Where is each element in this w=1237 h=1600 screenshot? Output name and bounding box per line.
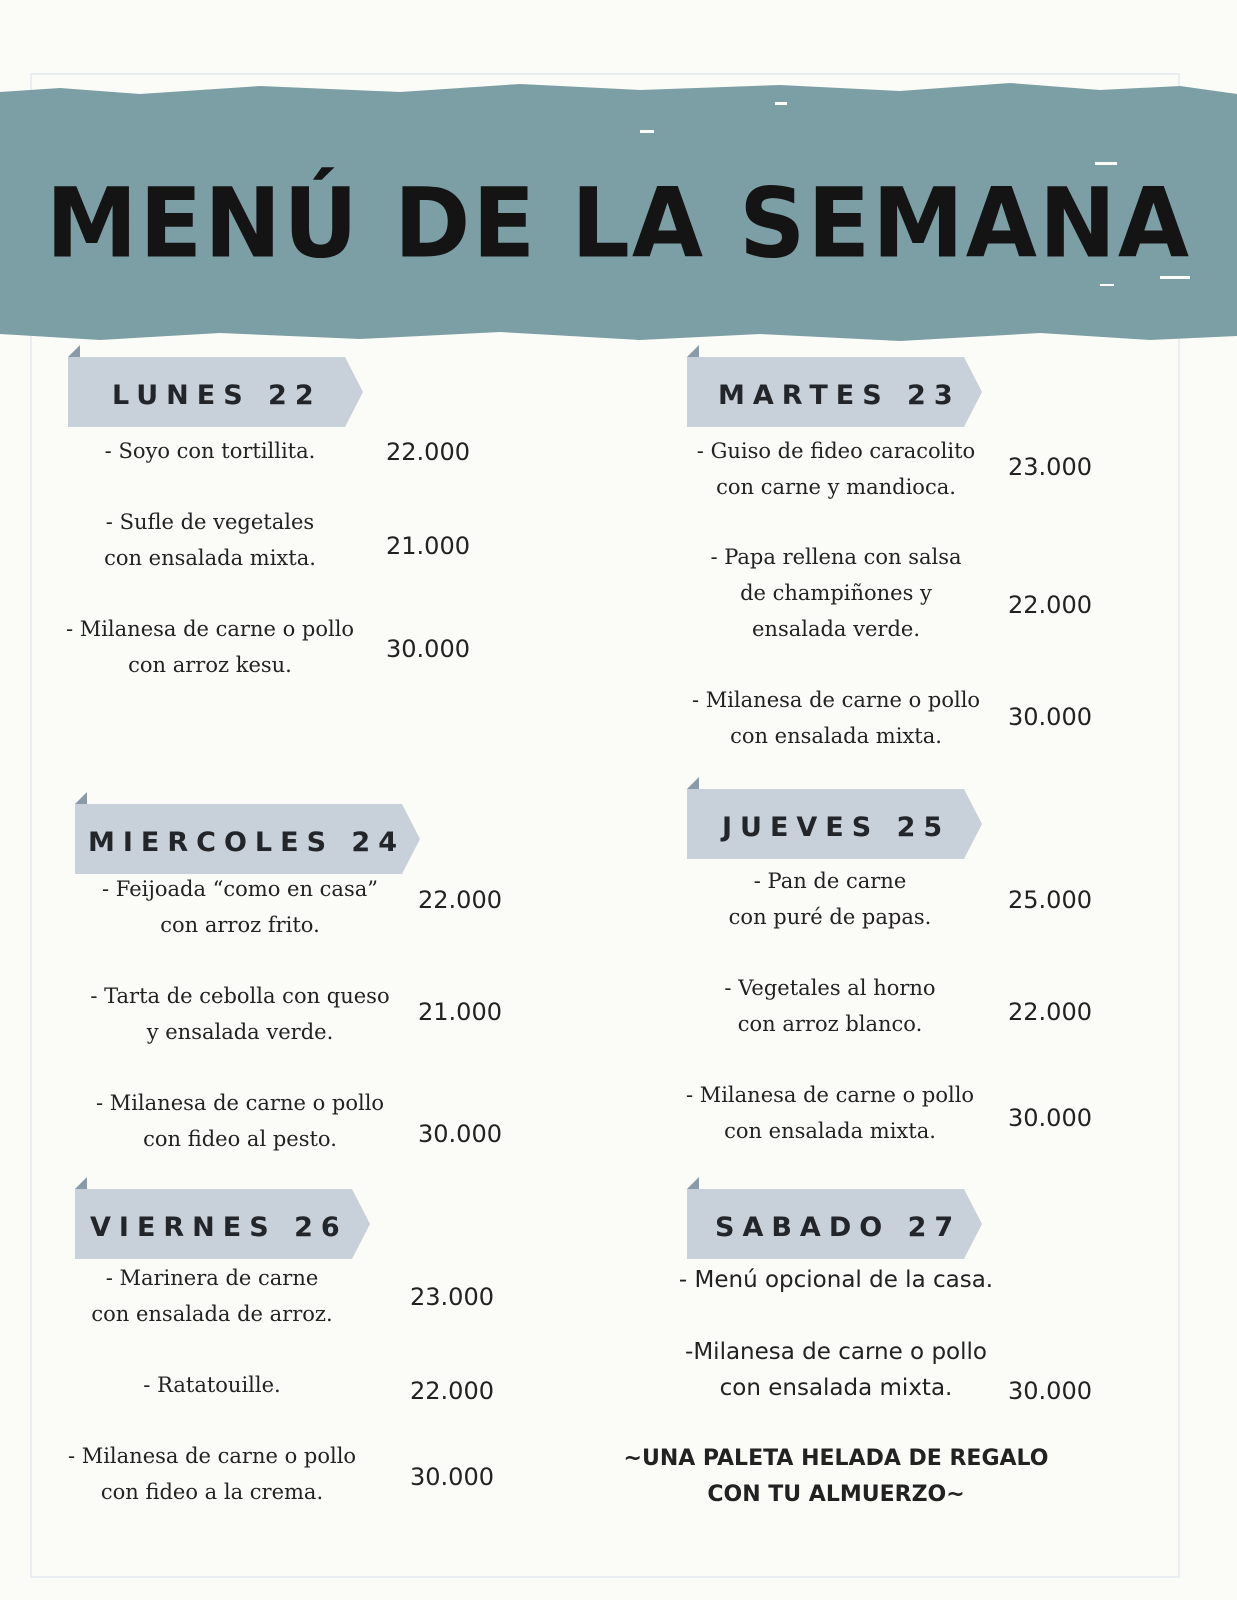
- menu-item-line: - Milanesa de carne o pollo: [691, 688, 981, 712]
- menu-item-line: - Feijoada “como en casa”: [102, 877, 378, 901]
- menu-item-line: - Marinera de carne: [105, 1266, 319, 1290]
- menu-item-line: - Milanesa de carne o pollo: [65, 617, 355, 641]
- menu-item-price: 30.000: [1008, 703, 1092, 731]
- menu-item-line: -Milanesa de carne o pollo: [685, 1339, 987, 1365]
- menu-item-line: con ensalada mixta.: [104, 546, 316, 570]
- menu-item: [40, 978, 440, 1050]
- promo-note: [576, 1441, 1096, 1513]
- menu-item-line: - Menú opcional de la casa.: [678, 1267, 994, 1293]
- menu-item-line: con fideo al pesto.: [143, 1127, 337, 1151]
- menu-item: [630, 1077, 1030, 1149]
- menu-item-line: con ensalada de arroz.: [91, 1302, 333, 1326]
- menu-item-price: 23.000: [410, 1283, 494, 1311]
- menu-item-price: 22.000: [418, 886, 502, 914]
- day-ribbon-viernes-26: [75, 1177, 370, 1249]
- day-label: SABADO 27: [715, 1212, 962, 1243]
- menu-item-price: 30.000: [386, 635, 470, 663]
- menu-item-line: - Ratatouille.: [143, 1373, 281, 1397]
- menu-item: [10, 433, 410, 469]
- menu-item: [40, 1085, 440, 1157]
- menu-item-line: y ensalada verde.: [146, 1020, 334, 1044]
- menu-item-line: con puré de papas.: [728, 905, 932, 929]
- menu-item: [10, 504, 410, 576]
- menu-item-line: - Milanesa de carne o pollo: [67, 1444, 357, 1468]
- menu-item-line: - Tarta de cebolla con queso: [90, 984, 390, 1008]
- menu-item-line: - Milanesa de carne o pollo: [685, 1083, 975, 1107]
- menu-item-price: 30.000: [410, 1463, 494, 1491]
- menu-item-line: con ensalada mixta.: [719, 1375, 953, 1401]
- menu-item-price: 22.000: [1008, 591, 1092, 619]
- menu-item-line: con fideo a la crema.: [100, 1480, 324, 1504]
- menu-item-line: con arroz blanco.: [737, 1012, 923, 1036]
- day-ribbon-miercoles-24: [75, 792, 420, 864]
- day-label: LUNES 22: [112, 380, 322, 411]
- menu-item-line: ensalada verde.: [752, 617, 920, 641]
- menu-item-line: con carne y mandioca.: [716, 475, 956, 499]
- menu-item-price: 22.000: [1008, 998, 1092, 1026]
- menu-item: [630, 970, 1030, 1042]
- menu-item-line: - Milanesa de carne o pollo: [95, 1091, 385, 1115]
- day-label: MARTES 23: [718, 380, 961, 411]
- menu-item-line: - Vegetales al horno: [724, 976, 936, 1000]
- menu-item-line: - Guiso de fideo caracolito: [696, 439, 976, 463]
- day-ribbon-lunes-22: [68, 345, 363, 417]
- promo-note-line: CON TU ALMUERZO~: [707, 1482, 965, 1507]
- menu-item-line: con ensalada mixta.: [730, 724, 942, 748]
- day-ribbon-sabado-27: [687, 1177, 982, 1249]
- day-label: JUEVES 25: [722, 812, 951, 843]
- menu-item: [636, 433, 1036, 505]
- menu-item-line: con arroz kesu.: [128, 653, 292, 677]
- menu-item: [636, 539, 1036, 647]
- menu-item-price: 30.000: [1008, 1377, 1092, 1405]
- day-ribbon-martes-23: [687, 345, 982, 417]
- menu-item-line: - Pan de carne: [753, 869, 907, 893]
- day-ribbon-jueves-25: [687, 777, 982, 849]
- menu-item-line: - Soyo con tortillita.: [104, 439, 316, 463]
- menu-item-price: 22.000: [386, 438, 470, 466]
- menu-item-price: 22.000: [410, 1377, 494, 1405]
- promo-note-line: ~UNA PALETA HELADA DE REGALO: [623, 1446, 1049, 1471]
- menu-item-price: 23.000: [1008, 453, 1092, 481]
- menu-item: [636, 1262, 1036, 1298]
- menu-item: [12, 1260, 412, 1332]
- menu-item: [10, 611, 410, 683]
- menu-item-line: de champiñones y: [740, 581, 932, 605]
- menu-item-price: 30.000: [1008, 1104, 1092, 1132]
- menu-item: [12, 1438, 412, 1510]
- menu-item-line: - Papa rellena con salsa: [710, 545, 962, 569]
- menu-item-line: con ensalada mixta.: [724, 1119, 936, 1143]
- menu-item: [40, 871, 440, 943]
- menu-item: [630, 863, 1030, 935]
- menu-item-line: - Sufle de vegetales: [105, 510, 315, 534]
- menu-item-price: 25.000: [1008, 886, 1092, 914]
- menu-item-price: 21.000: [386, 532, 470, 560]
- menu-item-line: con arroz frito.: [160, 913, 320, 937]
- menu-item: [636, 682, 1036, 754]
- page-title: MENÚ DE LA SEMANA: [45, 167, 1192, 280]
- menu-item: [12, 1367, 412, 1403]
- menu-item: [636, 1334, 1036, 1406]
- menu-item-price: 30.000: [418, 1120, 502, 1148]
- day-label: VIERNES 26: [90, 1212, 348, 1243]
- menu-item-price: 21.000: [418, 998, 502, 1026]
- day-label: MIERCOLES 24: [88, 827, 405, 858]
